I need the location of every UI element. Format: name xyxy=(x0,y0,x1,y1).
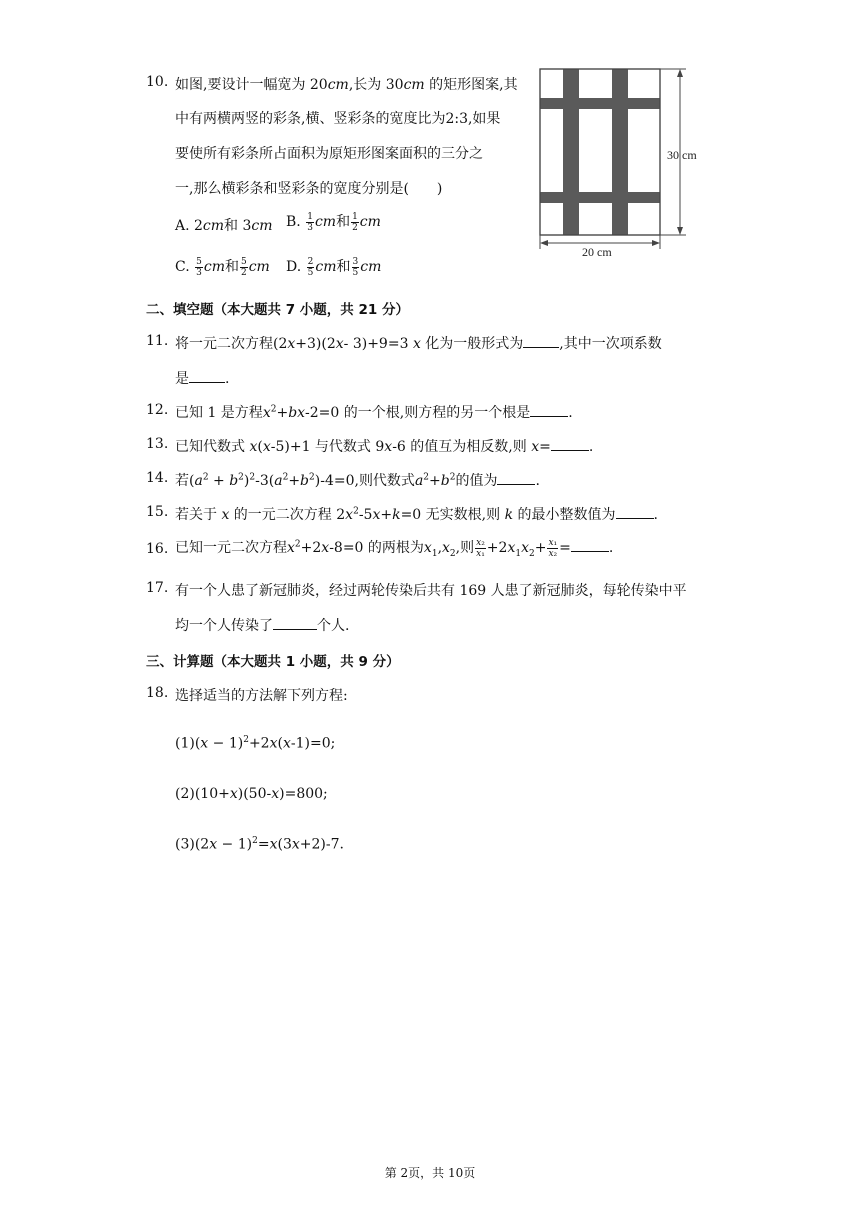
question-12-text: 已知 1 是方程$x^2+bx-2=0$ 的一个根,则方程的另一个根是 . xyxy=(175,404,573,421)
question-11-line-1: 将一元二次方程(2x+3)(2x- 3)+9=3 x 化为一般形式为 ,其中一次项系数 xyxy=(175,336,662,352)
question-13-text: 已知代数式 x(x-5)+1 与代数式 9x-6 的值互为相反数,则 x= . xyxy=(175,439,594,455)
question-18-stem: 选择适当的方法解下列方程: xyxy=(175,688,348,704)
question-10-line-3: 要使所有彩条所占面积为原矩形图案面积的三分之 xyxy=(175,146,483,162)
question-16-text: 已知一元二次方程$x^2+2x-8=0$ 的两根为$x_1,x_2$,则 $\frac{\text{x₂}}{\text{x₁}}$ $+2x_1x_2+$ $\frac{\text{x₁}}{\text{x₂}}$ = . xyxy=(175,537,614,559)
question-number: 11. xyxy=(146,333,169,349)
question-18-part-1: $(1)(x - 1)^2+2x(x-1)=0$; xyxy=(175,735,336,752)
question-number: 18. xyxy=(146,685,169,701)
height-label: 30 cm xyxy=(667,148,697,162)
option-a: A. 2cm和 3cm xyxy=(175,218,273,234)
question-10-line-4: 一,那么横彩条和竖彩条的宽度分别是( ) xyxy=(175,181,443,197)
question-17-line-1: 有一个人患了新冠肺炎，经过两轮传染后共有 169 人患了新冠肺炎，每轮传染中平 xyxy=(175,583,687,599)
section-title-calculation: 三、计算题（本大题共 1 小题，共 9 分） xyxy=(146,654,400,670)
question-11-line-2: 是 . xyxy=(175,371,230,387)
question-number: 12. xyxy=(146,402,169,418)
question-number: 13. xyxy=(146,436,169,452)
question-15-text: 若关于 x 的一元二次方程 $2x^2-5x+k=0$ 无实数根,则 k 的最小整数值为 . xyxy=(175,506,658,523)
width-label: 20 cm xyxy=(582,245,612,259)
option-c: C. $\frac{5}{3}$ cm和 $\frac{5}{2}$ cm xyxy=(175,256,270,278)
question-number: 14. xyxy=(146,470,169,486)
question-number: 16. xyxy=(146,541,169,557)
question-14-text: 若$(a^2 + b^2)^2-3(a^2+b^2)-4=0$,则代数式$a^2+b^2$的值为 . xyxy=(175,472,540,489)
question-10-line-1: 如图,要设计一幅宽为 20cm,长为 30cm 的矩形图案,其 xyxy=(175,77,518,93)
question-18-part-3: $(3)(2x - 1)^2=x(3x+2)-7$. xyxy=(175,836,344,853)
question-18-part-2: (2)(10+x)(50-x)=800; xyxy=(175,786,328,802)
rectangle-stripes-figure xyxy=(530,64,720,264)
question-10-line-2: 中有两横两竖的彩条,横、竖彩条的宽度比为2:3,如果 xyxy=(175,111,501,127)
option-d: D. $\frac{2}{5}$ cm和 $\frac{3}{5}$ cm xyxy=(286,256,382,278)
question-number: 17. xyxy=(146,580,169,596)
question-17-line-2: 均一个人传染了 个人. xyxy=(175,618,350,634)
question-number: 15. xyxy=(146,504,169,520)
option-b: B. $\frac{1}{3}$ cm和 $\frac{1}{2}$ cm xyxy=(286,211,381,233)
question-number: 10. xyxy=(146,74,169,90)
section-title-fill-in: 二、填空题（本大题共 7 小题，共 21 分） xyxy=(146,302,409,318)
page-footer: 第 2页，共 10页 xyxy=(384,1166,476,1180)
